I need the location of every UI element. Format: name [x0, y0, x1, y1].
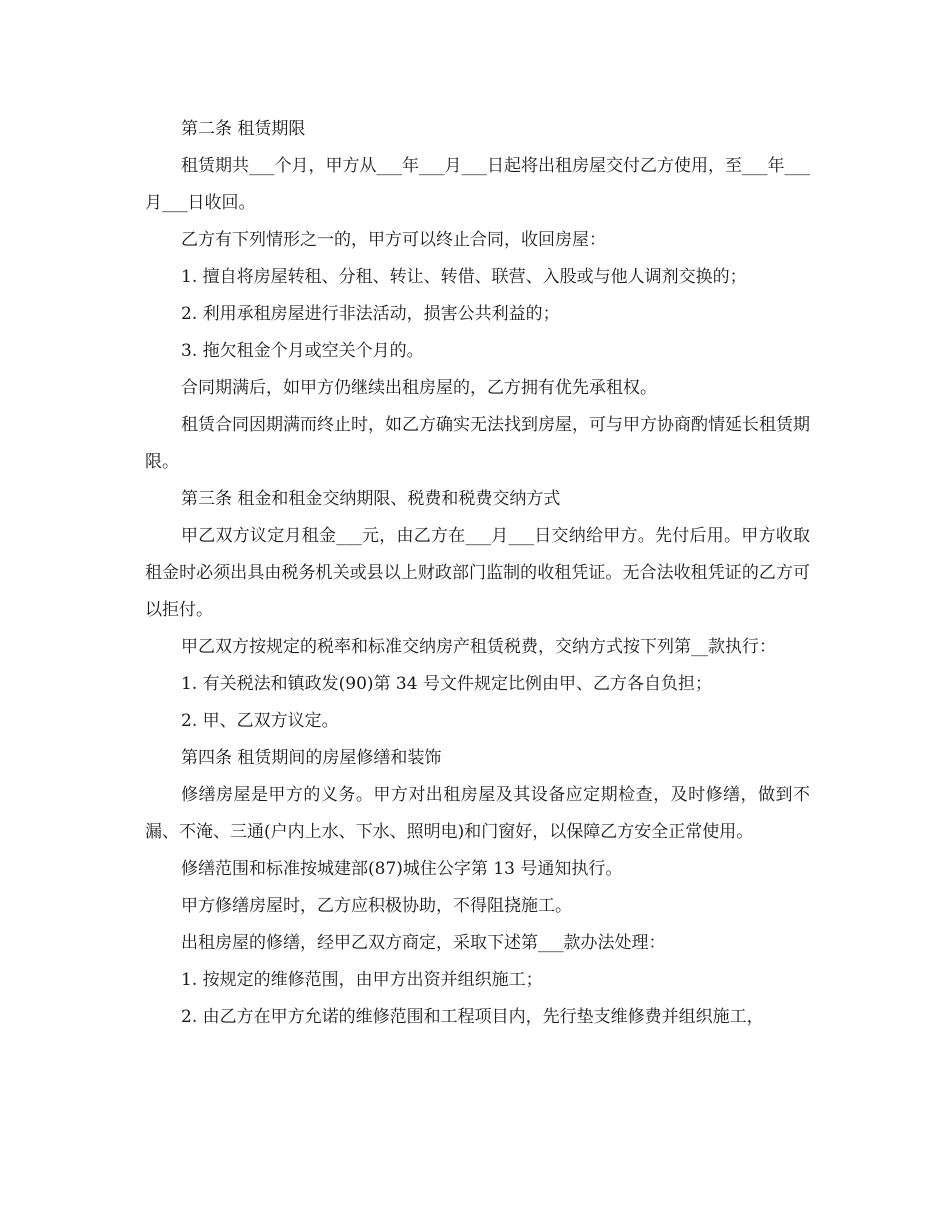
- list-item: 2. 利用承租房屋进行非法活动，损害公共利益的；: [181, 304, 560, 324]
- paragraph: 租赁合同因期满而终止时，如乙方确实无法找到房屋，可与甲方协商酌情延长租赁期限。: [145, 415, 810, 472]
- paragraph: 甲乙双方按规定的税率和标准交纳房产租赁税费，交纳方式按下列第__款执行：: [181, 637, 776, 657]
- paragraph: 合同期满后，如甲方仍继续出租房屋的，乙方拥有优先承租权。: [181, 378, 657, 398]
- list-item: 3. 拖欠租金个月或空关个月的。: [181, 341, 424, 361]
- article-heading-3: 第三条 租金和租金交纳期限、税费和税费交纳方式: [181, 489, 561, 509]
- paragraph: 租赁期共___个月，甲方从___年___月___日起将出租房屋交付乙方使用，至___年___月___日收回。: [145, 156, 810, 213]
- article-heading-4: 第四条 租赁期间的房屋修缮和装饰: [181, 748, 442, 768]
- list-item: 1. 有关税法和镇政发(90)第 34 号文件规定比例由甲、乙方各自负担；: [181, 674, 712, 694]
- paragraph: 乙方有下列情形之一的，甲方可以终止合同，收回房屋：: [181, 230, 606, 250]
- paragraph: 出租房屋的修缮，经甲乙双方商定，采取下述第___款办法处理：: [181, 933, 666, 953]
- paragraph: 甲乙双方议定月租金___元，由乙方在___月___日交纳给甲方。先付后用。甲方收取租金时必须出具由税务机关或县以上财政部门监制的收租凭证。无合法收租凭证的乙方可以拒付。: [145, 526, 810, 620]
- list-item: 2. 由乙方在甲方允诺的维修范围和工程项目内，先行垫支维修费并组织施工，: [181, 1007, 764, 1027]
- list-item: 2. 甲、乙双方议定。: [181, 711, 339, 731]
- paragraph: 甲方修缮房屋时，乙方应积极协助，不得阻挠施工。: [181, 896, 572, 916]
- article-heading-2: 第二条 租赁期限: [181, 119, 306, 139]
- list-item: 1. 擅自将房屋转租、分租、转让、转借、联营、入股或与他人调剂交换的；: [181, 267, 747, 287]
- paragraph: 修缮范围和标准按城建部(87)城住公字第 13 号通知执行。: [181, 859, 623, 879]
- document-body: [145, 111, 810, 1036]
- list-item: 1. 按规定的维修范围，由甲方出资并组织施工；: [181, 970, 543, 990]
- paragraph: 修缮房屋是甲方的义务。甲方对出租房屋及其设备应定期检查，及时修缮，做到不漏、不淹、三通(户内上水、下水、照明电)和门窗好，以保障乙方安全正常使用。: [145, 785, 810, 842]
